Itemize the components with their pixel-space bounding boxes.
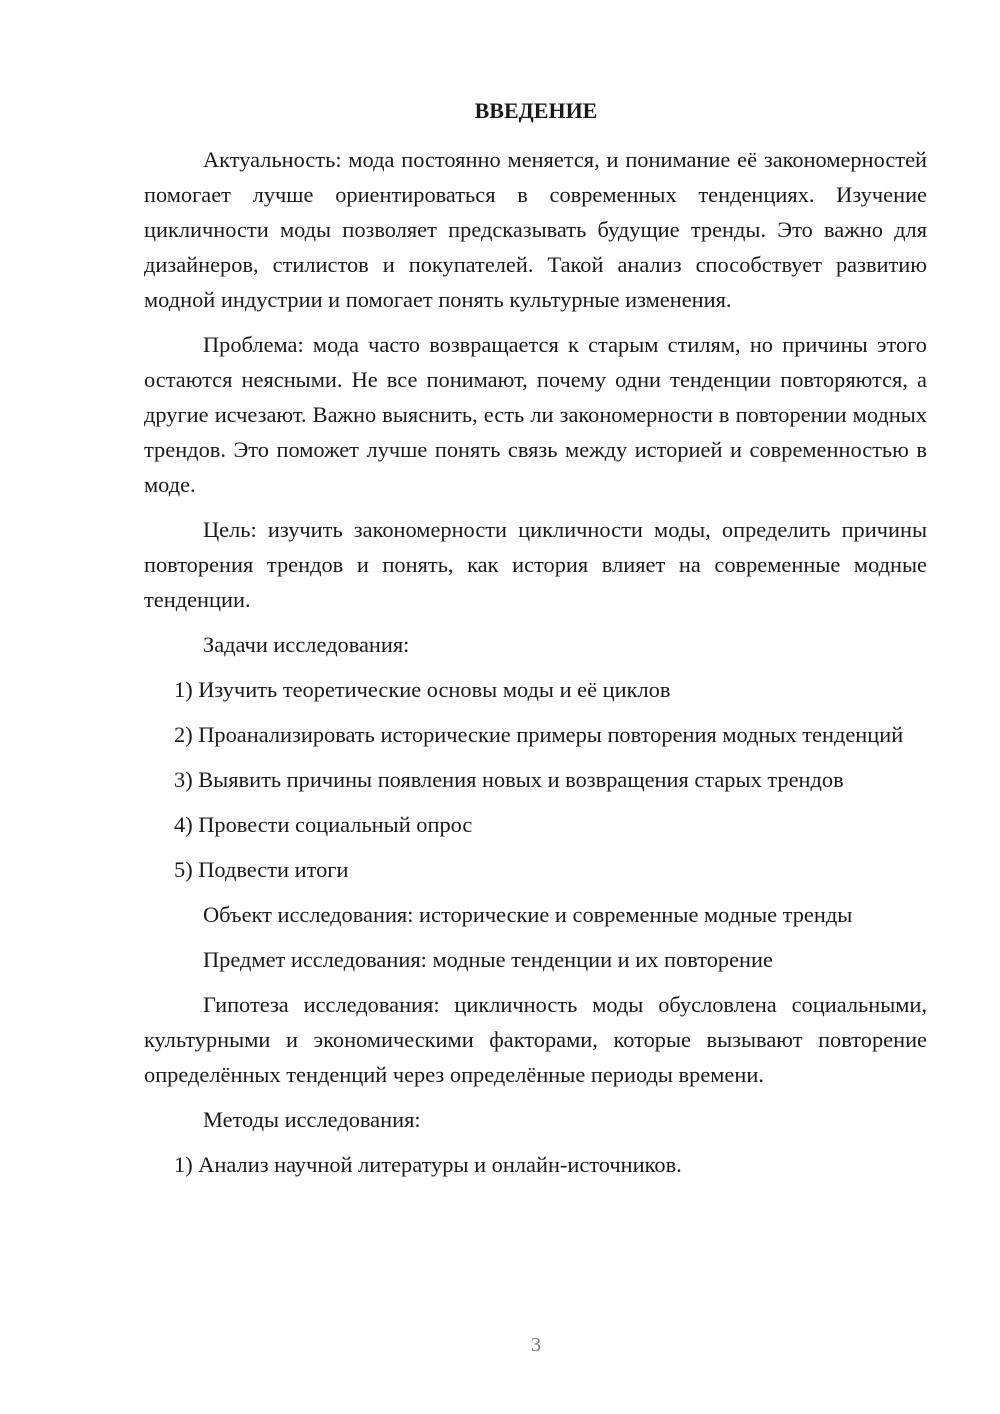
paragraph-goal: Цель: изучить закономерности цикличности моды, определить причины повторения трендов и понять, как история влияет на современные модные тенденции. xyxy=(144,517,927,612)
document-body xyxy=(144,142,927,1192)
list-item-method-1: 1) Анализ научной литературы и онлайн-источников. xyxy=(174,1152,682,1177)
list-item-task-2: 2) Проанализировать исторические примеры повторения модных тенденций xyxy=(174,722,904,747)
paragraph-object: Объект исследования: исторические и современные модные тренды xyxy=(203,902,853,927)
paragraph-relevance: Актуальность: мода постоянно меняется, и понимание её закономерностей помогает лучше ориентироваться в современных тенденциях. Изучение цикличности моды позволяет предсказывать будущие тренды. Это важно для дизайнеров, стилистов и покупателей. Такой анализ способствует развитию модной индустрии и помогает понять культурные изменения. xyxy=(144,147,927,312)
paragraph-hypothesis: Гипотеза исследования: цикличность моды обусловлена социальными, культурными и экономическими факторами, которые вызывают повторение определённых тенденций через определённые периоды времени. xyxy=(144,992,927,1087)
paragraph-tasks-heading: Задачи исследования: xyxy=(203,632,410,657)
list-item-task-3: 3) Выявить причины появления новых и возвращения старых трендов xyxy=(174,767,844,792)
paragraph-methods-heading: Методы исследования: xyxy=(203,1107,421,1132)
paragraph-problem: Проблема: мода часто возвращается к старым стилям, но причины этого остаются неясными. Не все понимают, почему одни тенденции повторяются, а другие исчезают. Важно выяснить, есть ли закономерности в повторении модных трендов. Это поможет лучше понять связь между историей и современностью в моде. xyxy=(144,332,927,497)
paragraph-subject: Предмет исследования: модные тенденции и их повторение xyxy=(203,947,773,972)
page-number: 3 xyxy=(531,1334,541,1356)
list-item-task-1: 1) Изучить теоретические основы моды и её циклов xyxy=(174,677,671,702)
list-item-task-5: 5) Подвести итоги xyxy=(174,857,349,882)
list-item-task-4: 4) Провести социальный опрос xyxy=(174,812,473,837)
section-heading: ВВЕДЕНИЕ xyxy=(474,98,598,123)
